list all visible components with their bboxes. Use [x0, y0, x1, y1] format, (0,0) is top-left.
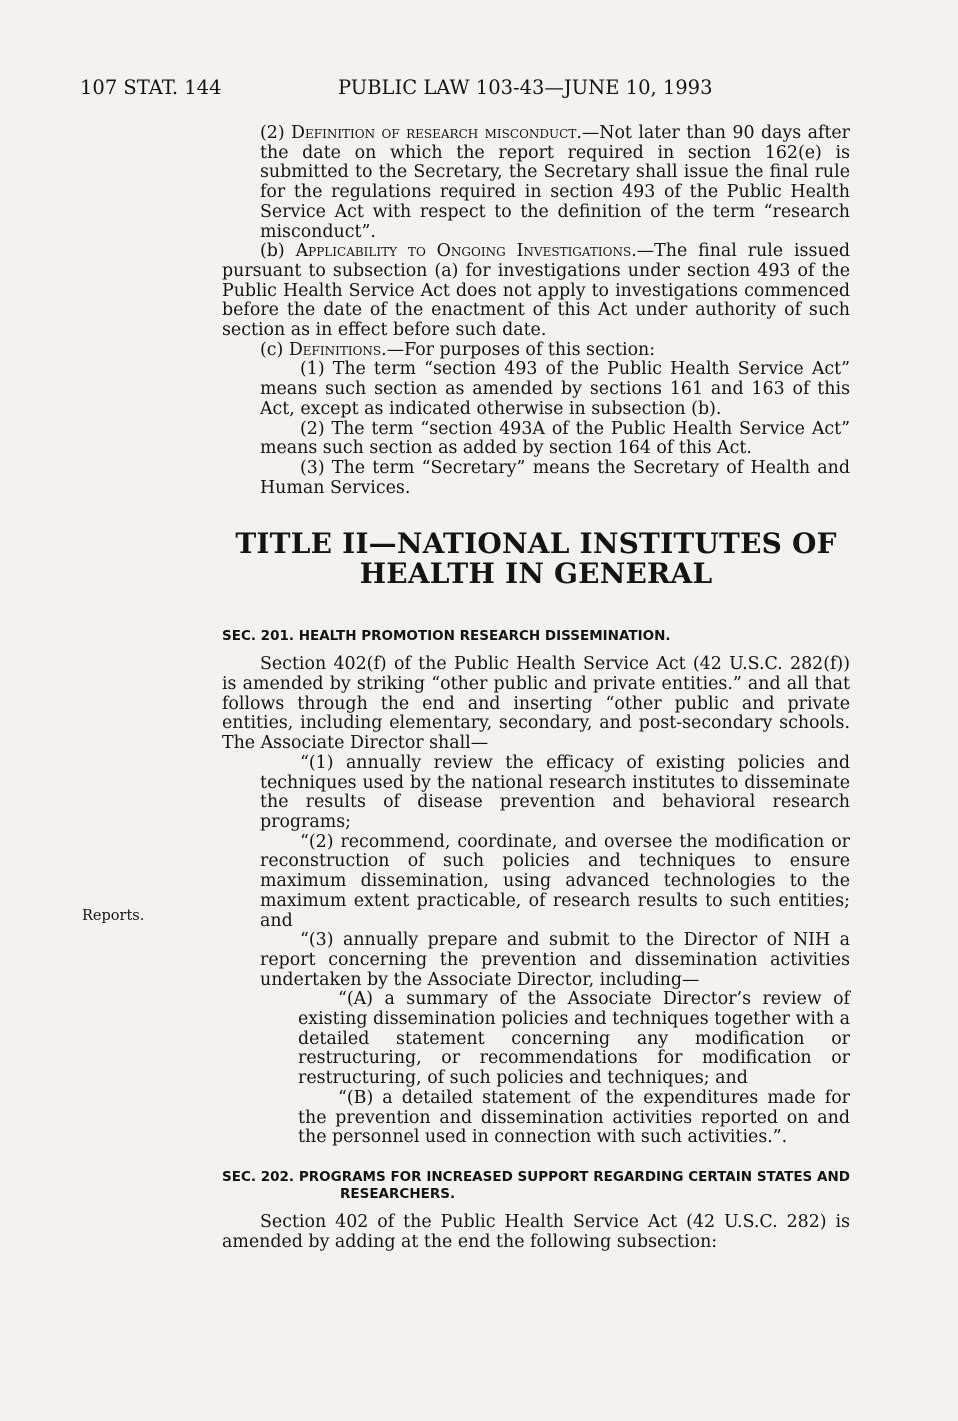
paragraph-text: —Not later than 90 days after the date on which the report required in section 162(e) is submitted to the Secretary, the Secretary shall issue the final rule for the regulations required in section 493 of the Public Health Service Act with respect to the definition of the term “research misconduct”.	[260, 123, 850, 242]
title-heading	[222, 529, 850, 589]
paragraph-heading: Definition of research misconduct.	[291, 123, 582, 143]
section-201-intro: Section 402(f) of the Public Health Service Act (42 U.S.C. 282(f)) is amended by striking “other public and private entities.” and all that follows through the end and inserting “other public and private entities, including elementary, secondary, and post-secondary schools. The Associate Director shall—	[222, 654, 850, 754]
paragraph-b	[222, 242, 850, 341]
page-header	[80, 76, 870, 102]
paragraph-label: (c)	[260, 339, 289, 360]
paragraph-text: —The final rule issued pursuant to subsection (a) for investigations under section 493 of the Public Health Service Act does not apply to investigations commenced before the date of the enactment of this Act under authority of such section as in effect before such date.	[222, 241, 851, 341]
paragraph-text: —For purposes of this section:	[386, 339, 656, 360]
paragraph-label: (b)	[260, 241, 296, 262]
definition-item: (2) The term “section 493A of the Public Health Service Act” means such section as added by section 164 of this Act.	[260, 418, 850, 459]
margin-note-reports: Reports.	[82, 908, 145, 924]
list-item: “(2) recommend, coordinate, and oversee the modification or reconstruction of such policies and techniques to ensure maximum dissemination, using advanced technologies to the maximum extent practicable, of research results to such entities; and	[260, 831, 850, 931]
paragraph-label: (2)	[260, 123, 292, 143]
section-202-text: Section 402 of the Public Health Service Act (42 U.S.C. 282) is amended by adding at the end the following subsection:	[222, 1211, 850, 1252]
list-item: “(1) annually review the efficacy of existing policies and techniques used by the national research institutes to disseminate the results of disease prevention and behavioral research programs;	[260, 752, 850, 832]
paragraph-heading: Definitions.	[288, 339, 387, 360]
title-line: HEALTH IN GENERAL	[359, 557, 713, 591]
title-line: TITLE II—NATIONAL INSTITUTES OF	[235, 527, 837, 561]
sub-list-item: “(B) a detailed statement of the expenditures made for the prevention and dissemination activities reported on and the personnel used in connection with such activities.”.	[298, 1087, 850, 1148]
definition-item: (1) The term “section 493 of the Public Health Service Act” means such section as amended by sections 161 and 163 of this Act, except as indicated otherwise in subsection (b).	[260, 359, 850, 419]
sub-list-item: “(A) a summary of the Associate Director’s review of existing dissemination policies and techniques together with a detailed statement concerning any modification or restructuring, or recommendations for modification or restructuring, of such policies and techniques; and	[298, 989, 850, 1089]
list-item: “(3) annually prepare and submit to the Director of NIH a report concerning the prevention and dissemination activities undertaken by the Associate Director, including—	[260, 930, 850, 990]
paragraph-a2	[222, 124, 850, 242]
statute-reference: 107 STAT. 144	[80, 76, 222, 99]
section-201-heading: SEC. 201. HEALTH PROMOTION RESEARCH DISSEMINATION.	[222, 628, 671, 645]
section-202-heading: SEC. 202. PROGRAMS FOR INCREASED SUPPORT REGARDING CERTAIN STATES AND RESEARCHERS.	[222, 1168, 850, 1202]
paragraph-c	[222, 341, 850, 361]
definition-item: (3) The term “Secretary” means the Secretary of Health and Human Services.	[260, 457, 850, 498]
document-body	[222, 124, 850, 1252]
public-law-reference: PUBLIC LAW 103-43—JUNE 10, 1993	[338, 76, 713, 99]
paragraph-heading: Applicability to Ongoing Investigations.	[295, 241, 637, 262]
